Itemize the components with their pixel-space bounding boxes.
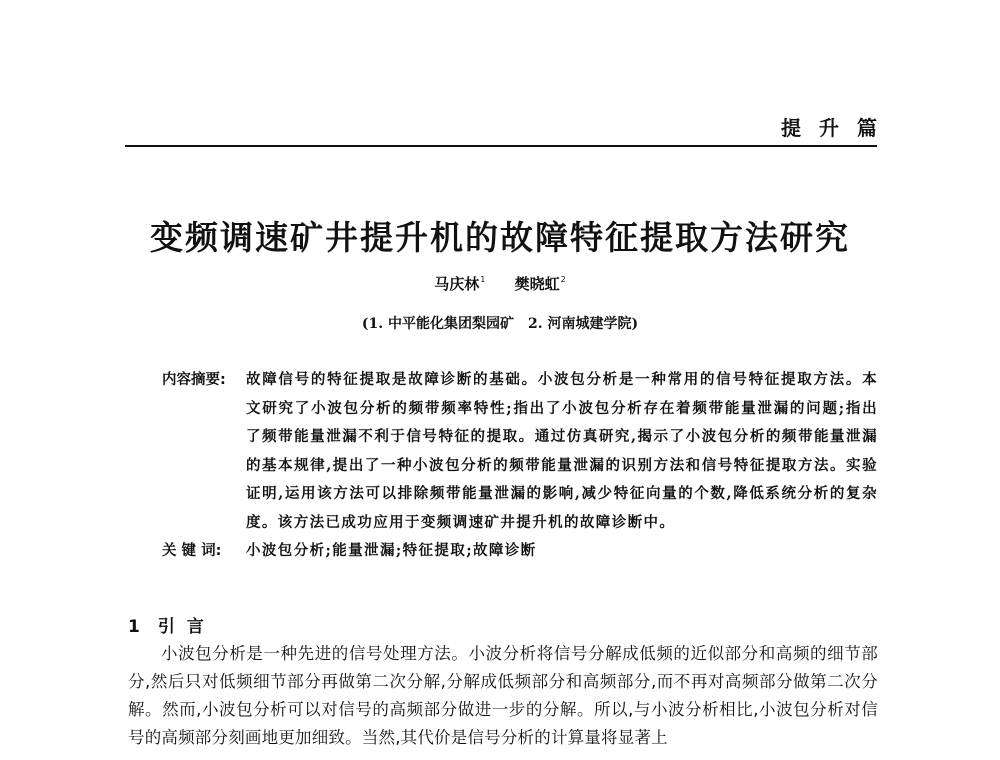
abstract-block <box>162 366 878 566</box>
body-paragraph: 小波包分析是一种先进的信号处理方法。小波分析将信号分解成低频的近似部分和高频的细节部分,然后只对低频细节部分再做第二次分解,分解成低频部分和高频部分,而不再对高频部分做第二次分解。然而,小波包分析可以对信号的高频部分做进一步的分解。所以,与小波分析相比,小波包分析对信号的高频部分刻画地更加细致。当然,其代价是信号分析的计算量将显著上 <box>128 644 878 747</box>
header-rule <box>125 145 877 147</box>
running-head: 提升篇 <box>781 116 895 140</box>
keywords-label: 关 键 词: <box>162 543 222 559</box>
abstract-text: 故障信号的特征提取是故障诊断的基础。小波包分析是一种常用的信号特征提取方法。本文研究了小波包分析的频带频率特性;指出了小波包分析存在着频带能量泄漏的问题;指出了频带能量泄漏不利于信号特征的提取。通过仿真研究,揭示了小波包分析的频带能量泄漏的基本规律,提出了一种小波包分析的频带能量泄漏的识别方法和信号特征提取方法。实验证明,运用该方法可以排除频带能量泄漏的影响,减少特征向量的个数,降低系统分析的复杂度。该方法已成功应用于变频调速矿井提升机的故障诊断中。 <box>246 371 878 531</box>
author-superscript: 2 <box>560 275 566 284</box>
author-superscript: 1 <box>480 275 486 284</box>
abstract-row <box>162 366 878 537</box>
abstract-label: 内容摘要: <box>162 372 226 388</box>
author-line <box>0 273 1000 294</box>
author-1 <box>434 273 485 294</box>
keywords-text: 小波包分析;能量泄漏;特征提取;故障诊断 <box>246 542 537 559</box>
keywords-row <box>162 537 878 566</box>
section-title: 引言 <box>157 617 216 637</box>
affiliations: (1. 中平能化集团梨园矿 2. 河南城建学院) <box>361 316 639 332</box>
author-2 <box>515 273 566 294</box>
section-heading <box>128 612 216 637</box>
author-name: 马庆林 <box>434 275 480 293</box>
paper-title: 变频调速矿井提升机的故障特征提取方法研究 <box>150 218 850 257</box>
author-name: 樊晓虹 <box>514 275 560 293</box>
section-number: 1 <box>128 617 140 637</box>
